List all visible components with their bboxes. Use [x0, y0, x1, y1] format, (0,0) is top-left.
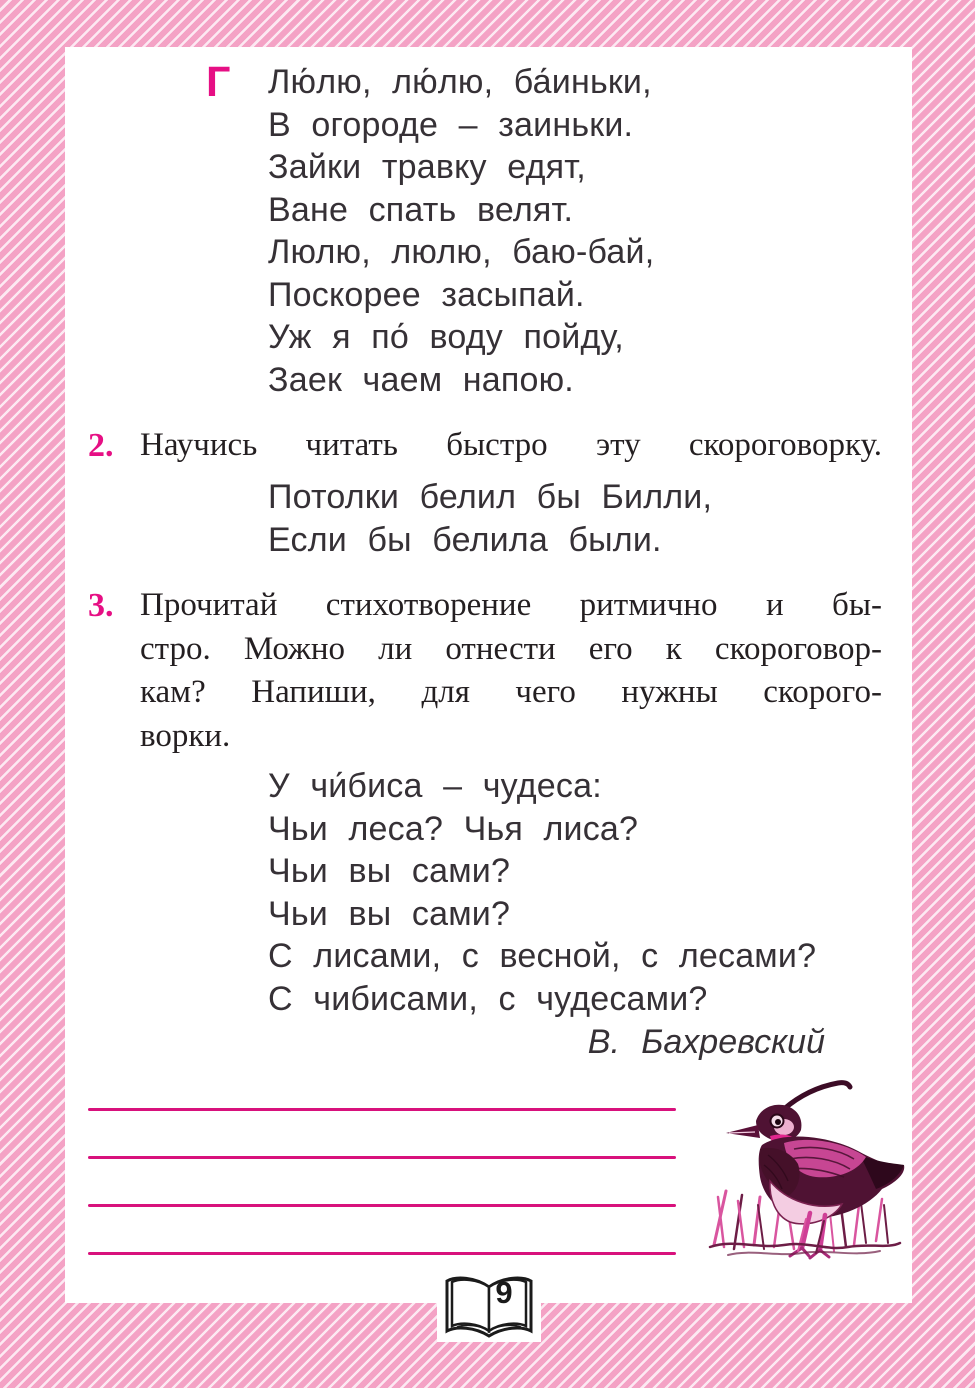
writing-line: [88, 1156, 676, 1159]
lullaby-poem: [268, 61, 654, 401]
writing-line: [88, 1108, 676, 1111]
continuation-marker: Г: [206, 58, 231, 106]
poem-line: Лю́лю, лю́лю, ба́иньки,: [268, 63, 652, 101]
poem-line: Уж я по́ воду пойду,: [268, 318, 624, 356]
exercise-3: [88, 584, 882, 758]
writing-line: [88, 1252, 676, 1255]
exercise-2-instruction: Научись читать быстро эту скороговорку.: [140, 427, 882, 463]
instruction-line: ворки.: [140, 717, 231, 754]
lapwing-illustration: [698, 1079, 910, 1261]
poem-line: Заек чаем напою.: [268, 360, 574, 399]
poem-line: Чьи леса? Чья лиса?: [268, 809, 639, 848]
page-number-marker: [443, 1270, 535, 1342]
poem-line: С лисами, с весной, с лесами?: [268, 937, 817, 975]
poem-line: Ване спать велят.: [268, 190, 574, 229]
chibis-poem: [268, 765, 816, 1020]
poem-line: Чьи вы сами?: [268, 894, 511, 933]
poem-line: В огороде – заиньки.: [268, 105, 634, 144]
poem-line: Потолки белил бы Билли,: [268, 478, 713, 516]
instruction-line: Прочитай стихотворение ритмично и бы-: [140, 587, 882, 623]
poem-line: Чьи вы сами?: [268, 852, 511, 890]
exercise-3-number: 3.: [88, 587, 114, 624]
content-sheet: [65, 47, 912, 1303]
page-number: 9: [495, 1275, 513, 1310]
poem-line: Поскорее засыпай.: [268, 275, 585, 314]
poem-author: В. Бахревский: [587, 1023, 825, 1061]
tongue-twister-poem: [268, 476, 712, 561]
instruction-line: кам? Напиши, для чего нужны скорого-: [140, 674, 882, 710]
poem-line: Люлю, люлю, баю-бай,: [268, 233, 655, 271]
poem-line: Зайки травку едят,: [268, 148, 586, 186]
exercise-3-instruction: [140, 584, 882, 758]
instruction-line: стро. Можно ли отнести его к скороговор-: [140, 630, 882, 667]
poem-line: Если бы белила были.: [268, 520, 662, 559]
exercise-2-number: 2.: [88, 427, 114, 464]
poem-line: У чи́биса – чудеса:: [268, 767, 602, 805]
exercise-2: [88, 424, 882, 468]
writing-line: [88, 1204, 676, 1207]
open-book-icon: [443, 1270, 535, 1342]
poem-line: С чибисами, с чудесами?: [268, 979, 708, 1018]
